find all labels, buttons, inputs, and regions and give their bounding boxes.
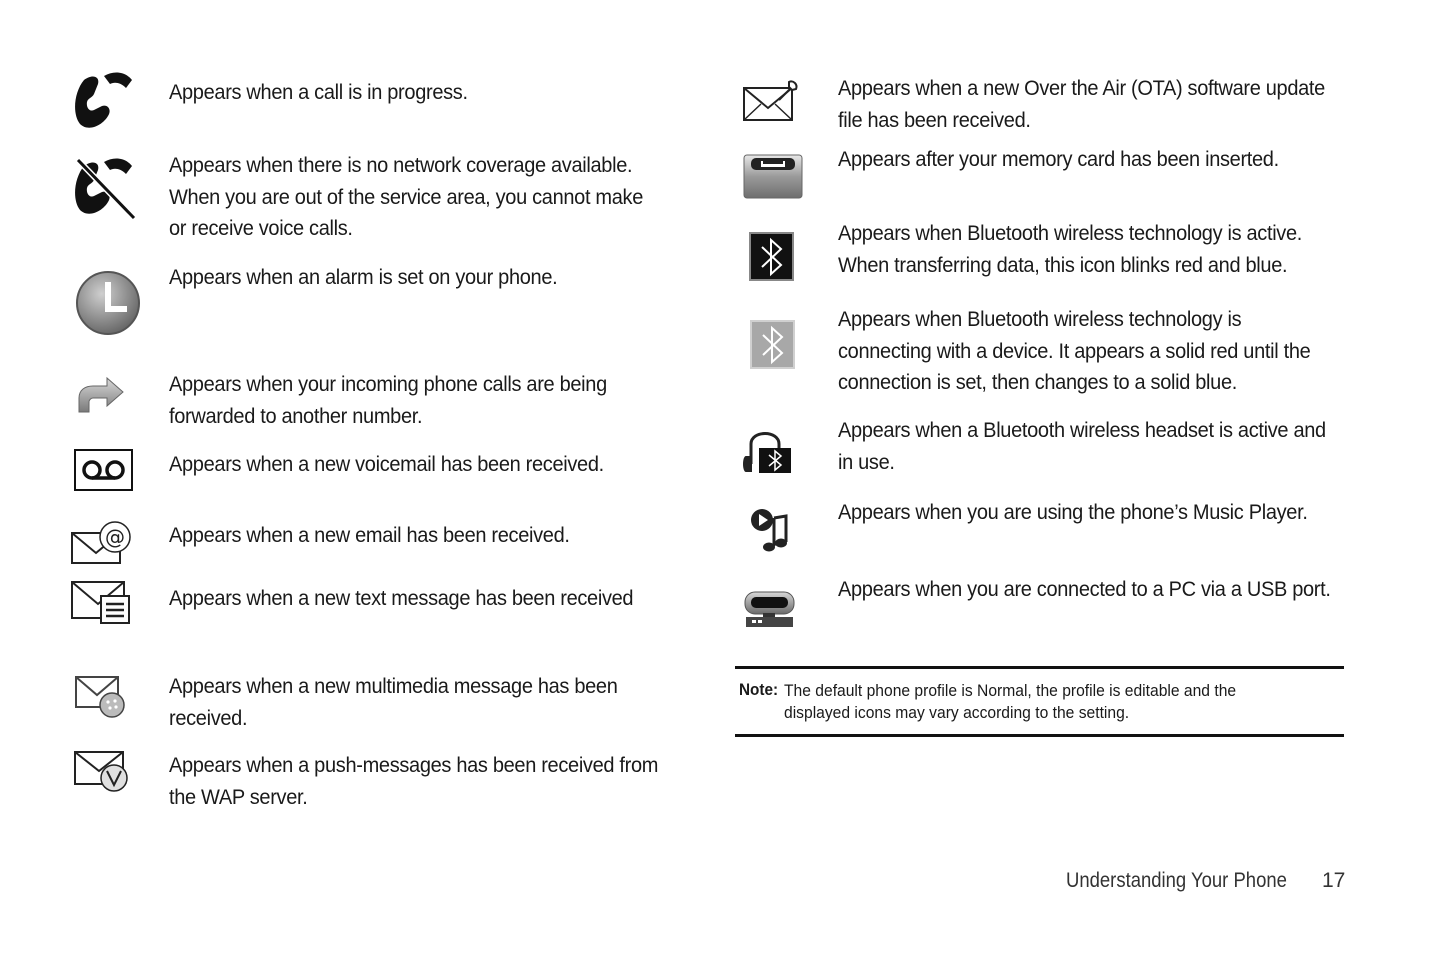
desc-line: Appears when a call is in progress. (169, 80, 468, 104)
text-message-icon (71, 580, 131, 624)
note-line: The default phone profile is Normal, the profile is editable and the (784, 681, 1237, 700)
call-forward-icon (77, 376, 125, 416)
push-message-icon (74, 751, 130, 793)
desc-line: connection is set, then changes to a solid blue. (838, 370, 1237, 394)
call-in-progress-icon (74, 72, 134, 134)
desc-line: Appears after your memory card has been inserted. (838, 147, 1279, 171)
desc-line: Appears when a new Over the Air (OTA) software update (838, 76, 1325, 100)
desc-line: Appears when a push-messages has been received from (169, 753, 659, 777)
desc-line: Appears when Bluetooth wireless technology is active. (838, 221, 1303, 245)
desc-line: Appears when there is no network coverage available. (169, 153, 633, 177)
svg-text:@: @ (105, 525, 125, 549)
voicemail-icon (74, 449, 134, 493)
desc-line: Appears when a new multimedia message has been (169, 674, 618, 698)
desc-line: Appears when Bluetooth wireless technology is (838, 307, 1242, 331)
bluetooth-headset-icon (743, 424, 795, 474)
desc-line: Appears when your incoming phone calls are being (169, 372, 607, 396)
email-icon (71, 519, 133, 565)
multimedia-message-icon (75, 675, 127, 719)
bluetooth-connecting-icon (750, 320, 796, 370)
note-text (784, 680, 1236, 724)
alarm-clock-icon (75, 270, 141, 336)
desc-line: Appears when a new voicemail has been received. (169, 452, 604, 476)
desc-line: Appears when a new email has been received. (169, 523, 570, 547)
desc-line: Appears when an alarm is set on your phone. (169, 265, 558, 289)
music-player-icon (750, 506, 790, 552)
desc-line: connecting with a device. It appears a solid red until the (838, 338, 1311, 363)
desc-line: When transferring data, this icon blinks red and blue. (838, 252, 1288, 277)
desc-line: forwarded to another number. (169, 403, 423, 428)
desc-line: the WAP server. (169, 784, 308, 809)
page-number: 17 (1322, 869, 1346, 892)
desc-line: or receive voice calls. (169, 216, 353, 240)
note-box (735, 666, 1344, 737)
desc-line: in use. (838, 449, 895, 474)
desc-line: When you are out of the service area, you cannot make (169, 184, 644, 209)
note-line: displayed icons may vary according to the setting. (784, 703, 1130, 722)
no-network-icon (74, 158, 136, 220)
note-label: Note: (739, 680, 779, 699)
bluetooth-active-icon (749, 232, 795, 282)
footer-section-title: Understanding Your Phone (1066, 869, 1287, 892)
desc-line: received. (169, 705, 248, 730)
desc-line: Appears when a new text message has been received (169, 586, 634, 610)
usb-connection-icon (744, 591, 796, 629)
desc-line: Appears when you are connected to a PC via a USB port. (838, 577, 1331, 601)
desc-line: Appears when you are using the phone’s Music Player. (838, 500, 1308, 524)
desc-line: file has been received. (838, 107, 1031, 132)
desc-line: Appears when a Bluetooth wireless headset is active and (838, 418, 1326, 442)
memory-card-icon (743, 154, 803, 200)
ota-update-icon (743, 80, 799, 122)
